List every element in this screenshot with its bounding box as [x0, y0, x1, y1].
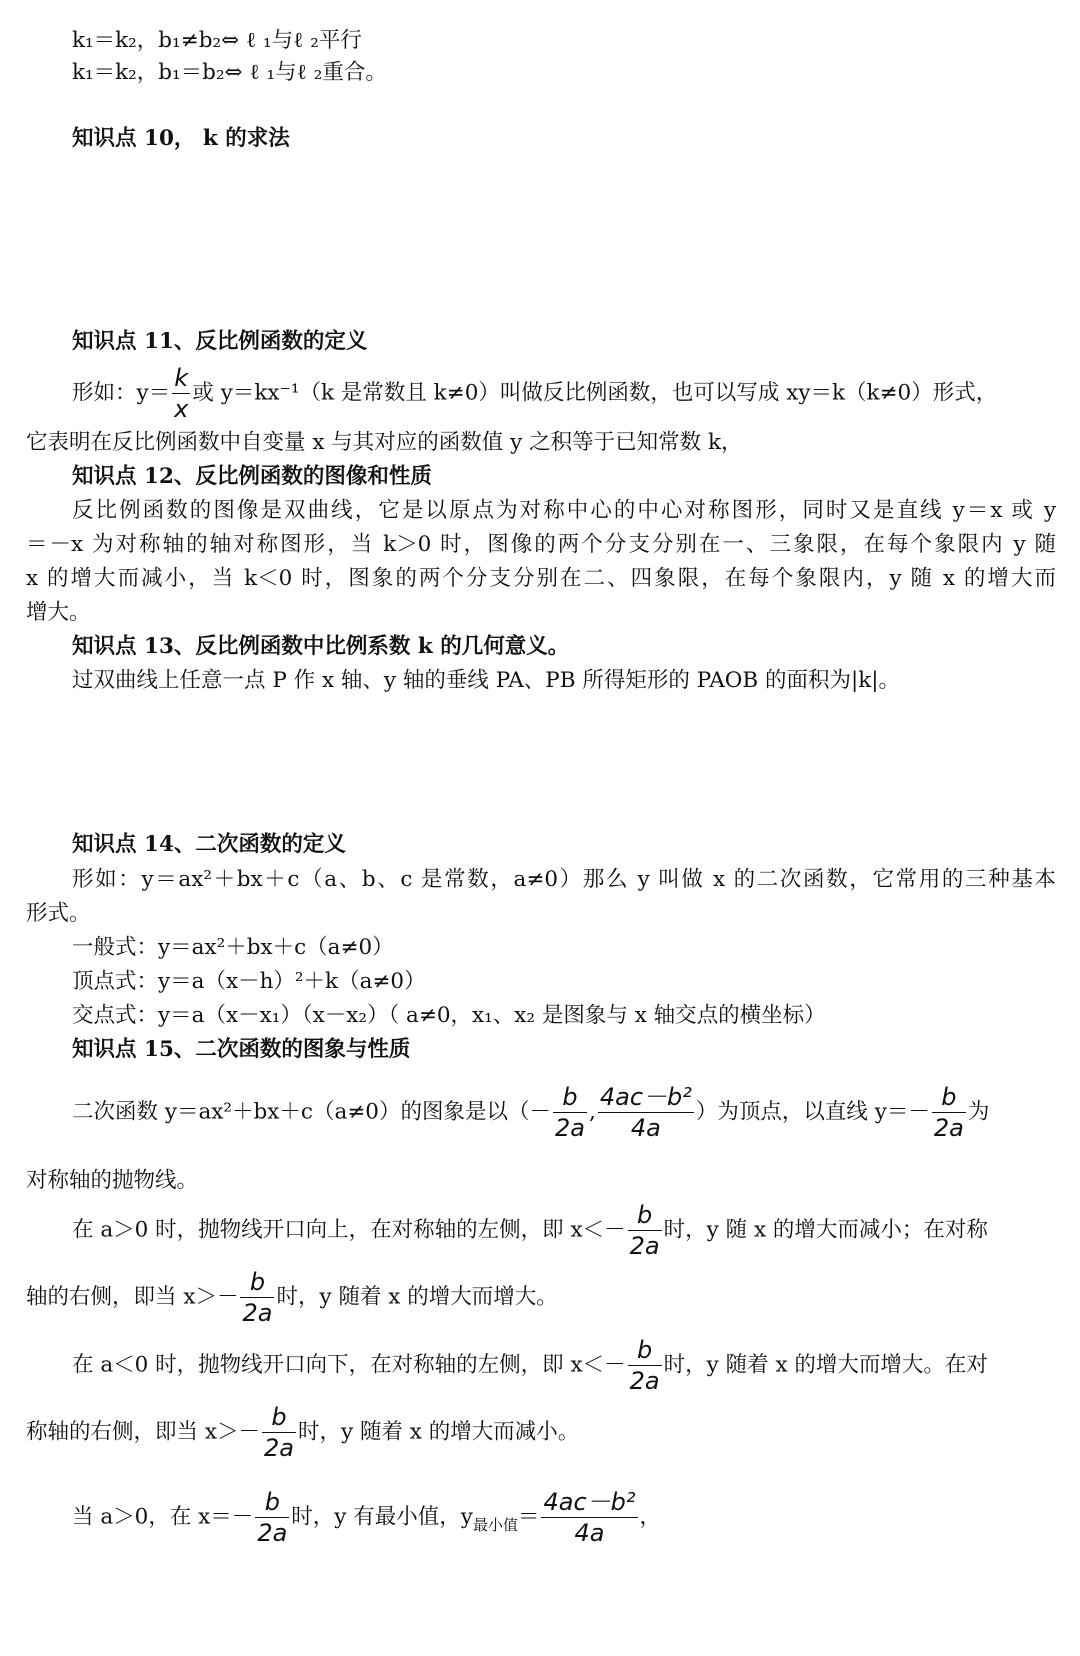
heading-kp13: 知识点 13、反比例函数中比例系数 k 的几何意义。: [72, 634, 570, 659]
fraction-denominator: 4a: [630, 1114, 661, 1142]
fraction-numerator: 4ac－b²: [599, 1083, 692, 1111]
kp15-a-positive-line-2: [26, 1270, 558, 1325]
fraction-b-over-2a: [553, 1085, 587, 1140]
minus-sign: －: [231, 1504, 254, 1530]
fraction-denominator: 4a: [574, 1519, 605, 1547]
kp15-text: 时，y 随着 x 的增大而增大。在对: [663, 1352, 988, 1378]
kp14-general-form: 一般式：y＝ax²＋bx＋c（a≠0）: [72, 935, 394, 960]
kp14-vertex-form: 顶点式：y＝a（x－h）²＋k（a≠0）: [72, 969, 426, 994]
minus-sign: －: [604, 1352, 626, 1378]
fraction-numerator: b: [628, 1338, 662, 1366]
kp15-vertex-line: [72, 1085, 1056, 1140]
kp14-intercept-form: 交点式：y＝a（x－x₁）（x－x₂）（ a≠0，x₁、x₂ 是图象与 x 轴交点的横坐标）: [72, 1003, 826, 1028]
fraction-b-over-2a: [240, 1270, 274, 1325]
kp15-text: 轴的右侧，即当 x＞: [26, 1284, 217, 1310]
fraction-numerator: 4ac－b²: [543, 1488, 636, 1516]
kp15-text: 时，y 随着 x 的增大而减小。: [297, 1419, 580, 1445]
comma: ,: [589, 1099, 596, 1125]
kp15-text: 在 a＞0 时，抛物线开口向上，在对称轴的左侧，即 x＜: [72, 1217, 605, 1243]
minus-sign: －: [238, 1419, 260, 1445]
kp15-a-negative-line-1: [72, 1338, 988, 1393]
kp15-axis-line: 对称轴的抛物线。: [26, 1168, 199, 1193]
kp15-a-positive-line-1: [72, 1203, 988, 1258]
fraction-numerator: b: [262, 1405, 296, 1433]
kp13-paragraph: 过双曲线上任意一点 P 作 x 轴、y 轴的垂线 PA、PB 所得矩形的 PAOB 的面积为|k|。: [72, 668, 900, 693]
kp15-minimum-line: [72, 1490, 661, 1546]
kp11-text-post: 或 y＝kx⁻¹（k 是常数且 k≠0）叫做反比例函数，也可以写成 xy＝k（k≠0）形式，: [192, 380, 998, 406]
fraction-numerator: k: [172, 366, 190, 394]
heading-kp15: 知识点 15、二次函数的图象与性质: [72, 1037, 411, 1062]
kp15-text: 时，y 随着 x 的增大而增大。: [276, 1284, 558, 1310]
fraction-b-over-2a: [262, 1405, 296, 1460]
parallel-condition-line: k₁＝k₂，b₁≠b₂⇔ ℓ ₁与ℓ ₂平行: [72, 28, 362, 53]
fraction-b-over-2a: [255, 1490, 289, 1545]
minus-sign: －: [216, 1284, 239, 1310]
trailing-comma: ，: [639, 1504, 662, 1530]
fraction-numerator: b: [553, 1085, 587, 1113]
kp11-explanation-line: 它表明在反比例函数中自变量 x 与其对应的函数值 y 之积等于已知常数 k，: [26, 430, 743, 455]
heading-kp12: 知识点 12、反比例函数的图像和性质: [72, 464, 432, 489]
kp15-text: 时，y 有最小值，y: [291, 1504, 473, 1530]
heading-kp11: 知识点 11、反比例函数的定义: [72, 329, 368, 354]
fraction-numerator: b: [628, 1203, 662, 1231]
fraction-denominator: 2a: [629, 1232, 660, 1260]
fraction-numerator: b: [932, 1085, 966, 1113]
fraction-b-over-2a: [628, 1338, 662, 1393]
fraction-denominator: 2a: [933, 1114, 964, 1142]
fraction-denominator: 2a: [263, 1434, 294, 1462]
fraction-discriminant-over-4a: [598, 1085, 694, 1140]
min-value-subscript: 最小值: [472, 1515, 518, 1534]
fraction-denominator: 2a: [629, 1367, 660, 1395]
kp15-vertex-text-2: ）为顶点，以直线 y＝: [695, 1099, 909, 1125]
kp12-paragraph-line-4: 增大。: [26, 600, 91, 625]
kp12-paragraph-line-3: x 的增大而减小，当 k＜0 时，图象的两个分支分别在二、四象限，在每个象限内，y 随 x 的增大而: [26, 566, 1056, 591]
kp15-text: 称轴的右侧，即当 x＞: [26, 1419, 239, 1445]
kp15-vertex-text-3: 为: [967, 1099, 990, 1125]
fraction-numerator: b: [240, 1270, 274, 1298]
kp12-paragraph-line-2: ＝－x 为对称轴的轴对称图形，当 k＞0 时，图像的两个分支分别在一、三象限，在每个象限内 y 随: [26, 532, 1056, 557]
kp11-definition-line: [72, 366, 997, 421]
kp12-paragraph-line-1: 反比例函数的图像是双曲线，它是以原点为对称中心的中心对称图形，同时又是直线 y＝x 或 y: [72, 498, 1056, 523]
fraction-k-over-x: [172, 366, 190, 421]
coincide-condition-line: k₁＝k₂，b₁＝b₂⇔ ℓ ₁与ℓ ₂重合。: [72, 60, 387, 85]
fraction-numerator: b: [255, 1490, 289, 1518]
kp11-text-pre: 形如：y＝: [72, 380, 171, 406]
fraction-denominator: 2a: [242, 1299, 273, 1327]
heading-kp10: 知识点 10， k 的求法: [72, 126, 290, 151]
fraction-denominator: 2a: [555, 1114, 585, 1142]
kp15-text: 当 a＞0，在 x＝: [72, 1504, 232, 1530]
fraction-denominator: x: [174, 395, 189, 423]
kp14-paragraph-line-2: 形式。: [26, 901, 91, 926]
kp15-vertex-text-1: 二次函数 y＝ax²＋bx＋c（a≠0）的图象是以（: [72, 1099, 530, 1125]
kp15-text: 时，y 随 x 的增大而减小；在对称: [663, 1217, 988, 1243]
kp15-text: 在 a＜0 时，抛物线开口向下，在对称轴的左侧，即 x＜: [72, 1352, 605, 1378]
fraction-discriminant-over-4a: [541, 1490, 637, 1545]
fraction-b-over-2a: [628, 1203, 662, 1258]
fraction-b-over-2a: [932, 1085, 966, 1140]
kp15-a-negative-line-2: [26, 1405, 579, 1460]
heading-kp14: 知识点 14、二次函数的定义: [72, 832, 346, 857]
kp14-paragraph-line-1: 形如：y＝ax²＋bx＋c（a、b、c 是常数，a≠0）那么 y 叫做 x 的二次函数，它常用的三种基本: [72, 867, 1056, 892]
minus-sign: －: [604, 1217, 626, 1243]
minus-sign: －: [908, 1099, 930, 1125]
equals-sign: ＝: [517, 1504, 540, 1530]
fraction-denominator: 2a: [257, 1519, 288, 1547]
minus-sign: －: [529, 1099, 552, 1125]
